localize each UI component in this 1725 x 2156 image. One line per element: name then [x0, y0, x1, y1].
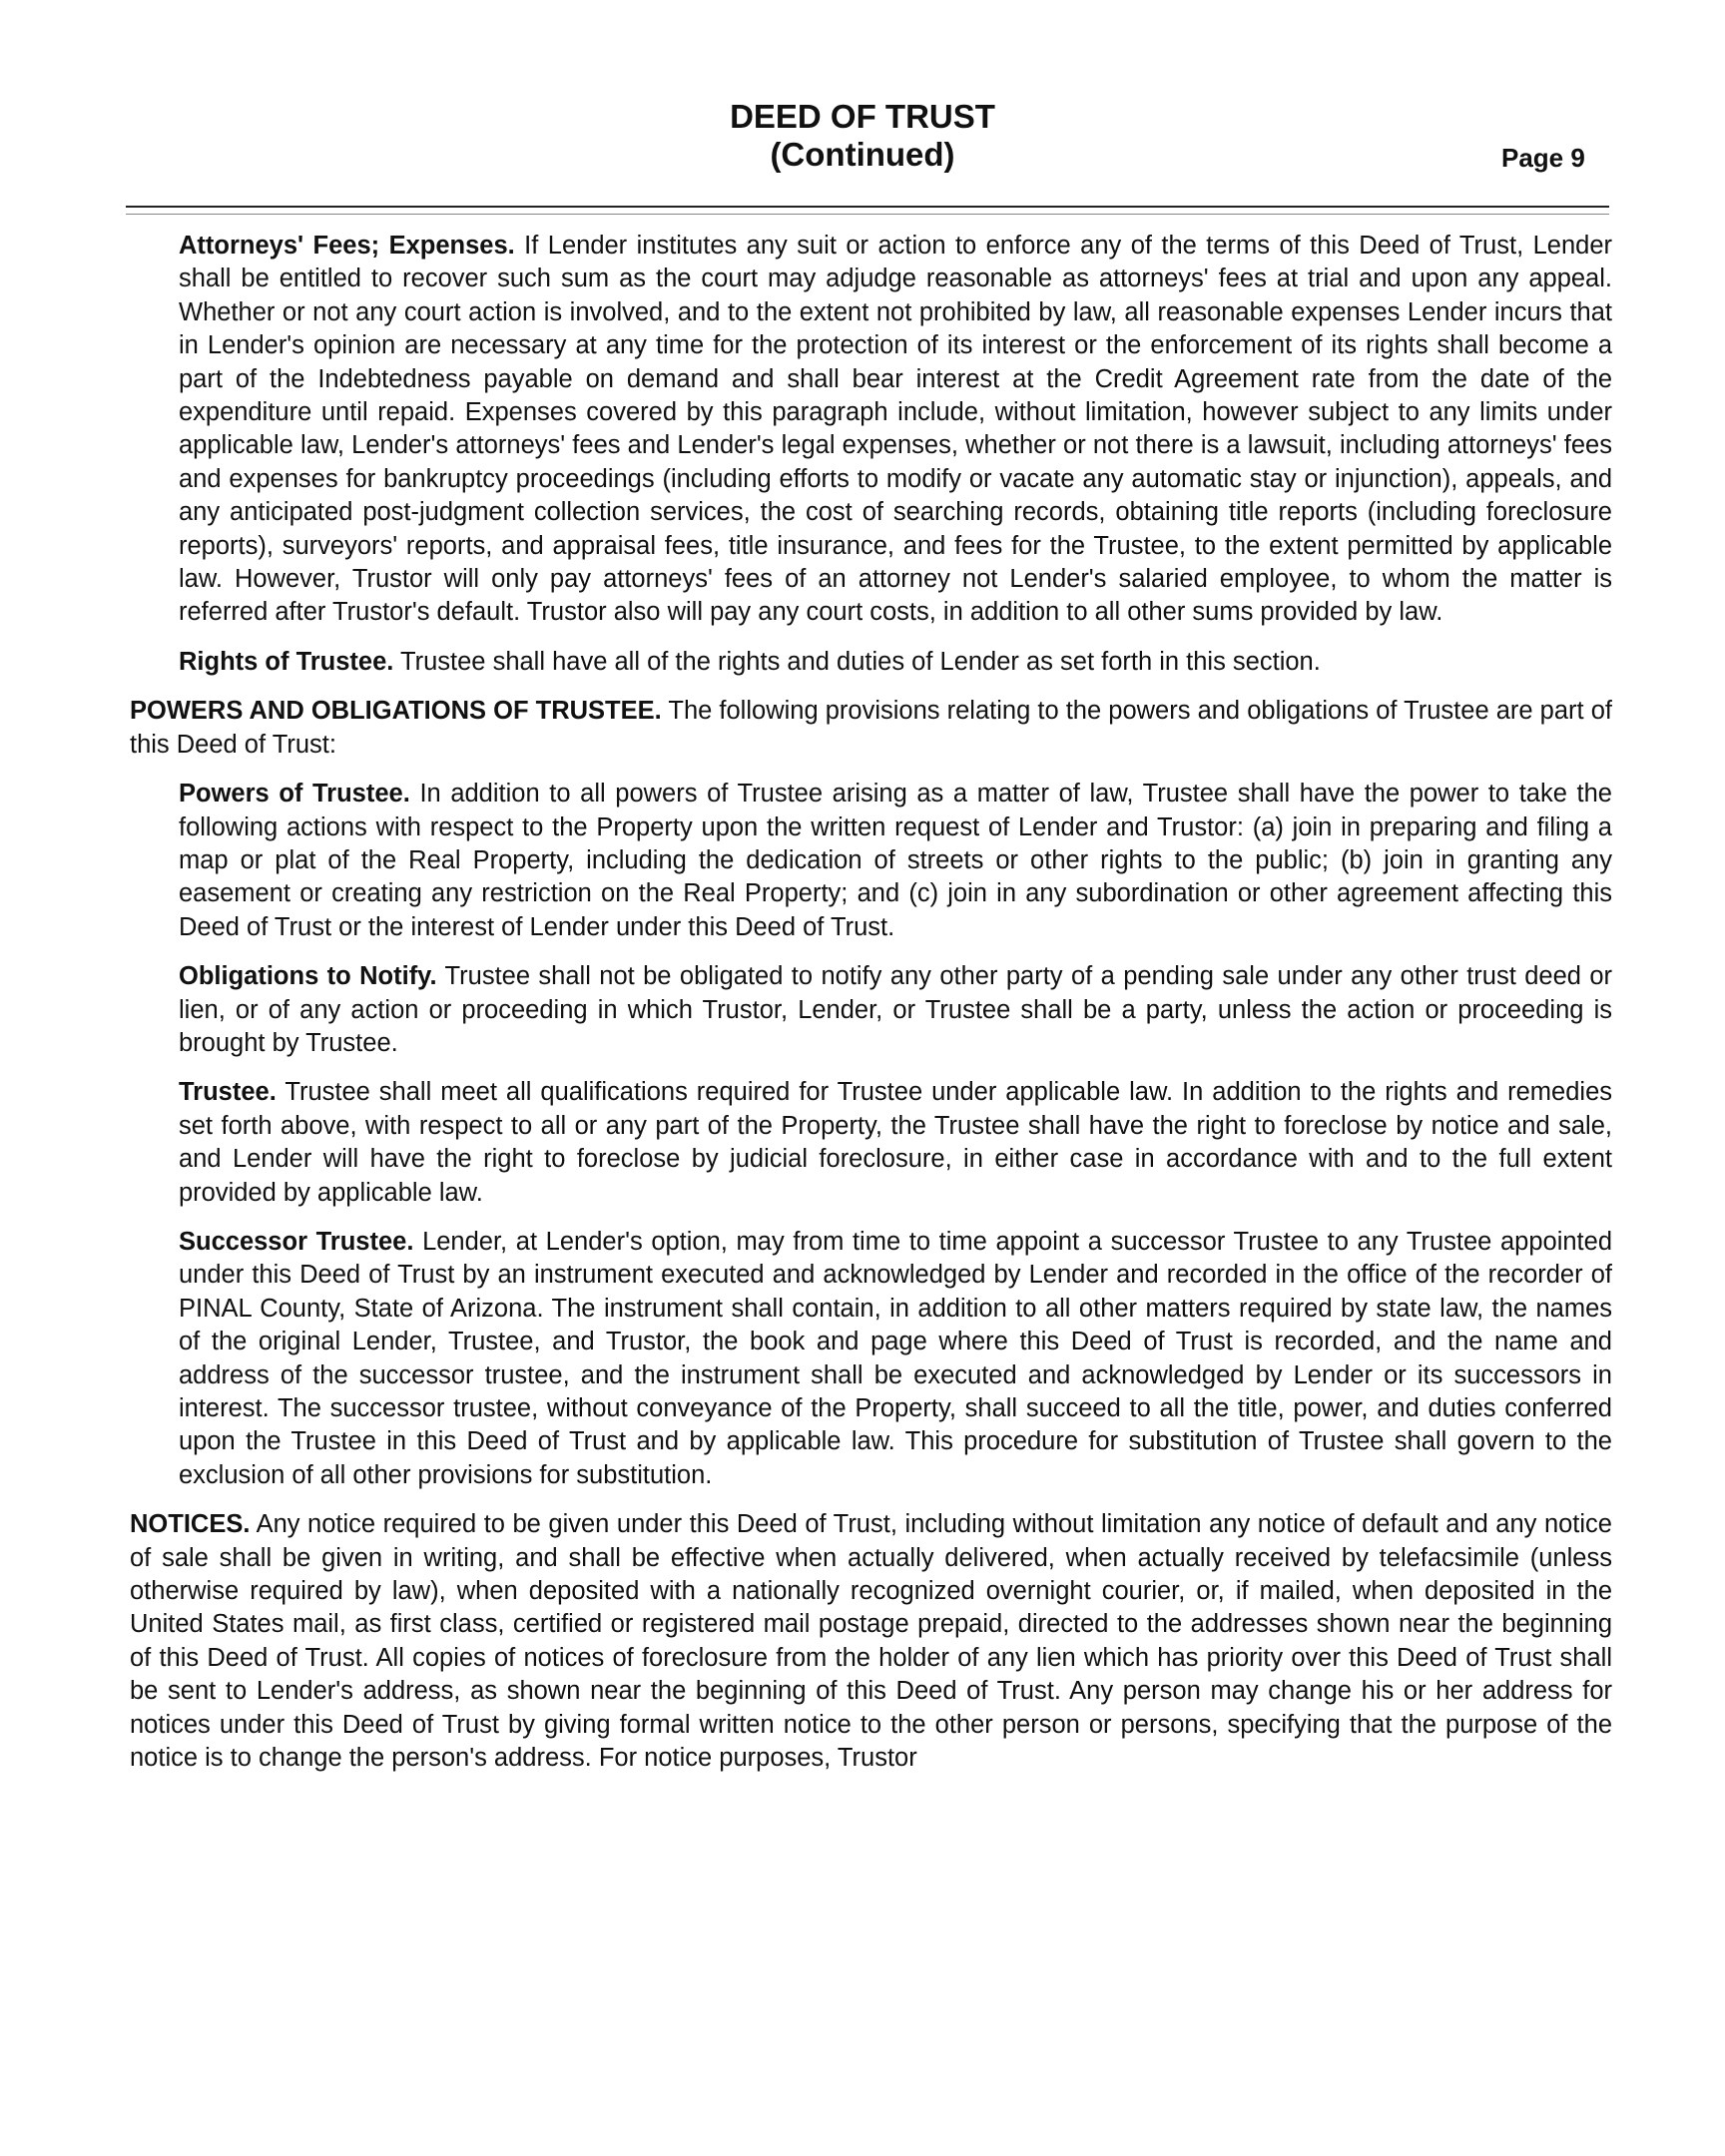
section-heading: NOTICES.: [130, 1510, 251, 1539]
section-text: The following provisions relating to the powers and obligations of Trustee are part of this Deed of Trust:: [130, 697, 1612, 759]
page-number: Page 9: [1501, 143, 1585, 173]
section-heading: Obligations to Notify.: [179, 962, 437, 991]
section-heading: Trustee.: [179, 1078, 277, 1107]
section-text: Any notice required to be given under this Deed of Trust, including without limitation any notice of default and any notice of sale shall be given in writing, and shall be effective when actually delivered, when actually received by telefacsimile (unless otherwise required by law), when deposited with a nationally recognized overnight courier, or, if mailed, when deposited in the United States mail, as first class, certified or registered mail postage prepaid, directed to the addresses shown near the beginning of this Deed of Trust. All copies of notices of foreclosure from the holder of any lien which has priority over this Deed of Trust shall be sent to Lender's address, as shown near the beginning of this Deed of Trust. Any person may change his or her address for notices under this Deed of Trust by giving formal written notice to the other person or persons, specifying that the purpose of the notice is to change the person's address. For notice purposes, Trustor: [130, 1510, 1612, 1773]
section-text: Lender, at Lender's option, may from time to time appoint a successor Trustee to any Trustee appointed under this Deed of Trust by an instrument executed and acknowledged by Lender and recorded in the office of the recorder of PINAL County, State of Arizona. The instrument shall contain, in addition to all other matters required by state law, the names of the original Lender, Trustee, and Trustor, the book and page where this Deed of Trust is recorded, and the name and address of the successor trustee, and the instrument shall be executed and acknowledged by Lender or its successors in interest. The successor trustee, without conveyance of the Property, shall succeed to all the title, power, and duties conferred upon the Trustee in this Deed of Trust and by applicable law. This procedure for substitution of Trustee shall govern to the exclusion of all other provisions for substitution.: [179, 1227, 1612, 1489]
section-text: If Lender institutes any suit or action to enforce any of the terms of this Deed of Trust, Lender shall be entitled to recover such sum as the court may adjudge reasonable as attorneys' fees at trial and upon any appeal. Whether or not any court action is involved, and to the extent not prohibited by law, all reasonable expenses Lender incurs that in Lender's opinion are necessary at any time for the protection of its interest or the enforcement of its rights shall become a part of the Indebtedness payable on demand and shall bear interest at the Credit Agreement rate from the date of the expenditure until repaid. Expenses covered by this paragraph include, without limitation, however subject to any limits under applicable law, Lender's attorneys' fees and Lender's legal expenses, whether or not there is a lawsuit, including attorneys' fees and expenses for bankruptcy proceedings (including efforts to modify or vacate any automatic stay or injunction), appeals, and any anticipated post-judgment collection services, the cost of searching records, obtaining title reports (including foreclosure reports), surveyors' reports, and appraisal fees, title insurance, and fees for the Trustee, to the extent permitted by applicable law. However, Trustor will only pay attorneys' fees of an attorney not Lender's salaried employee, to whom the matter is referred after Trustor's default. Trustor also will pay any court costs, in addition to all other sums provided by law.: [179, 232, 1612, 627]
section-heading: Attorneys' Fees; Expenses.: [179, 232, 515, 260]
header-divider-thin: [126, 214, 1609, 215]
page-header: [0, 98, 1725, 174]
section-notices: [130, 1508, 1612, 1775]
document-subtitle: (Continued): [770, 136, 955, 173]
document-title: DEED OF TRUST: [730, 98, 995, 135]
section-heading: Rights of Trustee.: [179, 647, 394, 676]
section-text: Trustee shall not be obligated to notify any other party of a pending sale under any other trust deed or lien, or of any action or proceeding in which Trustor, Lender, or Trustee shall be a party, unless the action or proceeding is brought by Trustee.: [179, 962, 1613, 1057]
document-body: [130, 230, 1612, 1791]
section-powers-of-trustee: [179, 778, 1612, 944]
section-obligations-to-notify: [179, 960, 1612, 1060]
section-heading: POWERS AND OBLIGATIONS OF TRUSTEE.: [130, 697, 662, 726]
section-text: Trustee shall have all of the rights and duties of Lender as set forth in this section.: [399, 647, 1321, 676]
section-heading: Successor Trustee.: [179, 1227, 414, 1256]
section-text: Trustee shall meet all qualifications required for Trustee under applicable law. In addition to the rights and remedies set forth above, with respect to all or any part of the Property, the Trustee shall have the right to foreclose by notice and sale, and Lender will have the right to foreclose by judicial foreclosure, in either case in accordance with and to the full extent provided by applicable law.: [179, 1078, 1613, 1207]
section-attorneys-fees: [179, 230, 1612, 630]
section-heading: Powers of Trustee.: [179, 780, 410, 808]
header-divider: [126, 206, 1609, 208]
section-successor-trustee: [179, 1226, 1612, 1492]
section-powers-and-obligations: [130, 695, 1612, 762]
section-trustee: [179, 1076, 1612, 1210]
section-text: In addition to all powers of Trustee arising as a matter of law, Trustee shall have the power to take the following actions with respect to the Property upon the written request of Lender and Trustor: (a) join in preparing and filing a map or plat of the Real Property, including the dedication of streets or other rights to the public; (b) join in granting any easement or creating any restriction on the Real Property; and (c) join in any subordination or other agreement affecting this Deed of Trust or the interest of Lender under this Deed of Trust.: [179, 780, 1612, 941]
section-rights-of-trustee: [179, 646, 1612, 679]
